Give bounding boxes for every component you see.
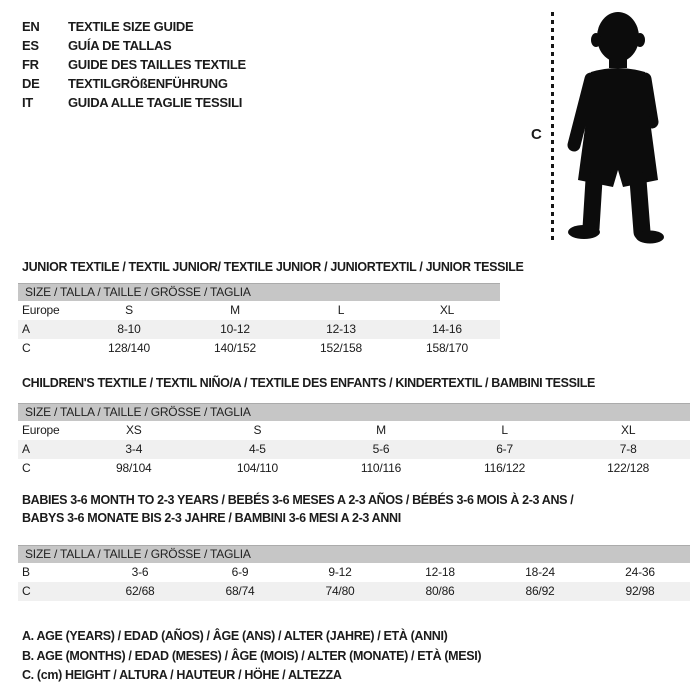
table-cell: 14-16 (432, 322, 462, 336)
table-cell: 12-18 (425, 565, 455, 579)
silhouette-foot-right (636, 231, 664, 244)
table-row-europe (18, 421, 690, 440)
height-dashed-line (551, 12, 554, 242)
table-cell: 62/68 (125, 584, 155, 598)
table-cell: 24-36 (625, 565, 655, 579)
language-code: IT (22, 95, 33, 110)
language-title: GUIDE DES TAILLES TEXTILE (68, 57, 246, 72)
row-label: A (22, 442, 30, 456)
baby-silhouette-icon (562, 10, 664, 246)
table-cell: 110/116 (360, 461, 402, 475)
table-row-age (18, 440, 690, 459)
table-cell: S (253, 423, 262, 437)
table-cell: 6-9 (231, 565, 249, 579)
table-cell: 12-13 (326, 322, 356, 336)
row-label: A (22, 322, 30, 336)
language-title: TEXTILGRÖßENFÜHRUNG (68, 76, 228, 91)
silhouette-ear-left (591, 33, 601, 47)
table-cell: 80/86 (425, 584, 455, 598)
row-label: Europe (22, 303, 60, 317)
children-size-table (18, 403, 690, 478)
table-cell: M (230, 303, 240, 317)
legend-line-a: A. AGE (YEARS) / EDAD (AÑOS) / ÂGE (ANS) / ALTER (JAHRE) / ETÀ (ANNI) (22, 629, 448, 643)
table-header: SIZE / TALLA / TAILLE / GRÖSSE / TAGLIA (18, 403, 690, 421)
table-cell: S (125, 303, 133, 317)
table-cell: 104/110 (236, 461, 278, 475)
table-cell: 4-5 (249, 442, 266, 456)
table-cell: M (376, 423, 386, 437)
table-cell: 18-24 (525, 565, 555, 579)
table-cell: 10-12 (220, 322, 250, 336)
table-row-europe (18, 301, 500, 320)
language-title: GUÍA DE TALLAS (68, 38, 172, 53)
height-measure-label: C (531, 126, 542, 143)
silhouette-leg-right (638, 180, 642, 232)
table-row-height (18, 339, 500, 358)
babies-heading-line1: BABIES 3-6 MONTH TO 2-3 YEARS / BEBÉS 3-6 MESES A 2-3 AÑOS / BÉBÉS 3-6 MOIS À 2-3 ANS / (22, 493, 574, 507)
language-code: FR (22, 57, 39, 72)
legend (22, 627, 481, 686)
table-cell: 6-7 (496, 442, 513, 456)
language-row-it (22, 93, 246, 112)
table-cell: 116/122 (484, 461, 526, 475)
language-code: ES (22, 38, 39, 53)
babies-size-table (18, 545, 690, 601)
table-cell: 68/74 (225, 584, 255, 598)
table-cell: 3-4 (125, 442, 143, 456)
table-cell: XL (621, 423, 636, 437)
babies-heading-line2: BABYS 3-6 MONATE BIS 2-3 JAHRE / BAMBINI 3-6 MESI A 2-3 ANNI (22, 511, 401, 525)
language-list (22, 17, 246, 112)
legend-line-b: B. AGE (MONTHS) / EDAD (MESES) / ÂGE (MOIS) / ALTER (MONATE) / ETÀ (MESI) (22, 648, 482, 663)
table-cell: L (501, 423, 508, 437)
table-cell: 8-10 (117, 322, 141, 336)
row-label: C (22, 341, 31, 355)
table-row-months (18, 563, 690, 582)
table-cell: 152/158 (320, 341, 362, 355)
language-row-fr (22, 55, 246, 74)
table-cell: 140/152 (214, 341, 256, 355)
children-section-heading: CHILDREN'S TEXTILE / TEXTIL NIÑO/A / TEXTILE DES ENFANTS / KINDERTEXTIL / BAMBINI TESSILE (22, 376, 596, 390)
table-cell: 128/140 (108, 341, 150, 355)
silhouette-neck (609, 52, 627, 68)
language-row-es (22, 36, 246, 55)
table-row-age (18, 320, 500, 339)
table-cell: 74/80 (325, 584, 355, 598)
silhouette-leg-left (591, 180, 594, 228)
table-cell: 92/98 (625, 584, 655, 598)
language-row-en (22, 17, 246, 36)
table-cell: 5-6 (372, 442, 390, 456)
table-row-height (18, 582, 690, 601)
silhouette-foot-left (568, 225, 600, 239)
language-row-de (22, 74, 246, 93)
legend-line-c: C. (cm) HEIGHT / ALTURA / HAUTEUR / HÖHE / ALTEZZA (22, 668, 342, 682)
row-label: C (22, 461, 31, 475)
language-code: DE (22, 76, 40, 91)
table-cell: 3-6 (131, 565, 149, 579)
row-label: Europe (22, 423, 60, 437)
babies-section-heading (22, 491, 573, 527)
language-title: TEXTILE SIZE GUIDE (68, 19, 194, 34)
table-row-height (18, 459, 690, 478)
language-code: EN (22, 19, 40, 34)
table-cell: 122/128 (607, 461, 650, 475)
table-cell: L (337, 303, 345, 317)
row-label: B (22, 565, 30, 579)
table-header: SIZE / TALLA / TAILLE / GRÖSSE / TAGLIA (18, 283, 500, 301)
silhouette-ear-right (635, 33, 645, 47)
junior-section-heading: JUNIOR TEXTILE / TEXTIL JUNIOR/ TEXTILE JUNIOR / JUNIORTEXTIL / JUNIOR TESSILE (22, 260, 524, 274)
table-cell: 9-12 (328, 565, 352, 579)
table-header: SIZE / TALLA / TAILLE / GRÖSSE / TAGLIA (18, 545, 690, 563)
table-cell: XL (439, 303, 455, 317)
junior-size-table (18, 283, 500, 358)
table-cell: 7-8 (619, 442, 637, 456)
table-cell: XS (125, 423, 142, 437)
table-cell: 158/170 (426, 341, 468, 355)
language-title: GUIDA ALLE TAGLIE TESSILI (68, 95, 243, 110)
table-cell: 98/104 (116, 461, 152, 475)
row-label: C (22, 584, 31, 598)
table-cell: 86/92 (525, 584, 555, 598)
